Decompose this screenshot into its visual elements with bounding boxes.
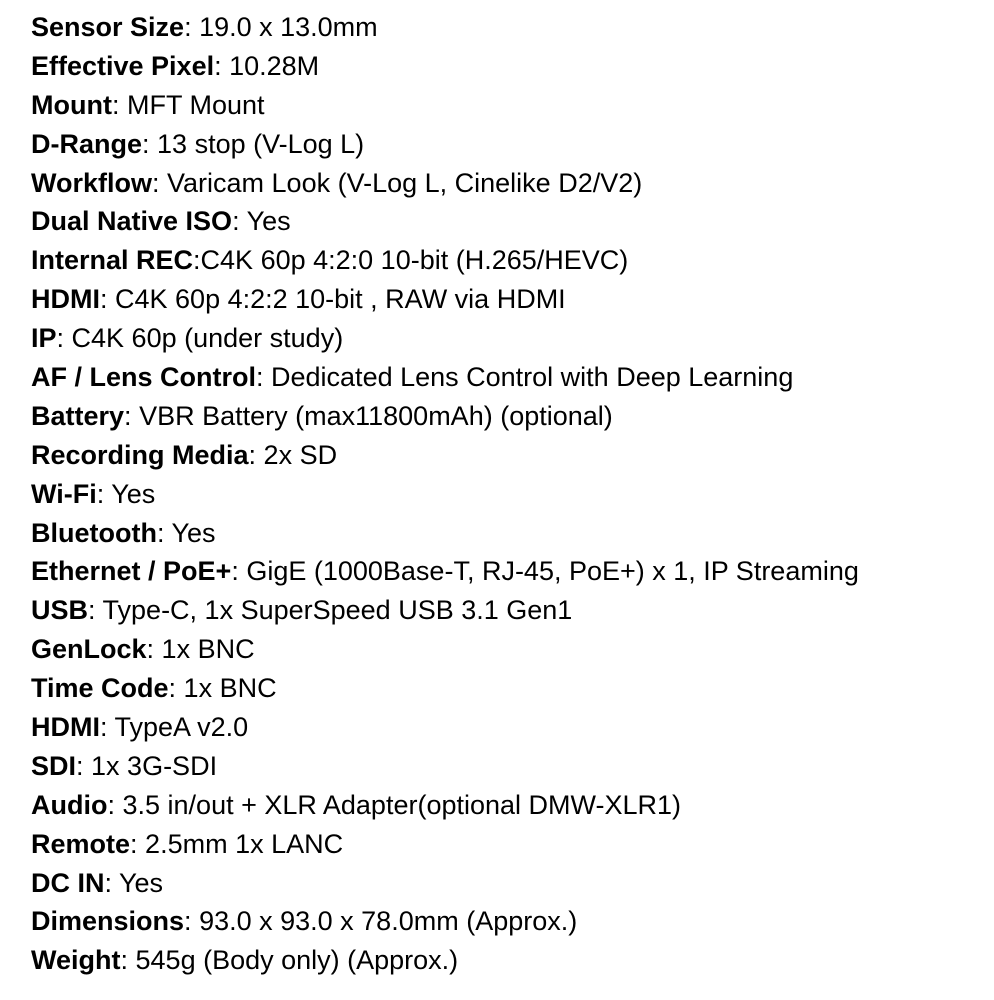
spec-label: IP: [31, 323, 57, 354]
spec-row-audio: [31, 786, 981, 825]
spec-row-ip: [31, 319, 981, 358]
spec-list: [31, 8, 981, 980]
spec-label: Audio: [31, 789, 108, 820]
spec-row-bluetooth: [31, 514, 981, 553]
spec-separator: :: [130, 828, 146, 859]
spec-value: 3.5 in/out + XLR Adapter(optional DMW-XLR1): [122, 789, 682, 820]
spec-row-hdmi-port: [31, 708, 981, 747]
spec-value: 93.0 x 93.0 x 78.0mm (Approx.): [199, 906, 578, 937]
spec-value: 2x SD: [263, 439, 338, 470]
spec-label: D-Range: [31, 128, 143, 159]
spec-row-ethernet-poe: [31, 552, 981, 591]
spec-value: Yes: [111, 478, 156, 509]
spec-separator: :: [104, 867, 120, 898]
spec-row-internal-rec: [31, 241, 981, 280]
spec-label: USB: [31, 595, 89, 626]
spec-label: Effective Pixel: [31, 50, 215, 81]
spec-separator: :: [96, 478, 112, 509]
spec-value: 1x 3G-SDI: [91, 750, 218, 781]
spec-value: 545g (Body only) (Approx.): [135, 945, 459, 976]
spec-label: SDI: [31, 750, 77, 781]
spec-row-workflow: [31, 164, 981, 203]
spec-value: C4K 60p (under study): [71, 323, 344, 354]
spec-label: HDMI: [31, 284, 100, 315]
spec-value: C4K 60p 4:2:0 10-bit (H.265/HEVC): [200, 245, 629, 276]
spec-value: 1x BNC: [183, 673, 277, 704]
spec-value: GigE (1000Base-T, RJ-45, PoE+) x 1, IP Streaming: [246, 556, 859, 587]
spec-label: AF / Lens Control: [31, 362, 256, 393]
spec-value: C4K 60p 4:2:2 10-bit , RAW via HDMI: [115, 284, 566, 315]
spec-separator: :: [232, 206, 247, 237]
spec-row-usb: [31, 591, 981, 630]
spec-separator: :: [214, 50, 230, 81]
spec-row-dual-native-iso: [31, 202, 981, 241]
spec-separator: :: [56, 323, 72, 354]
spec-label: Bluetooth: [31, 517, 157, 548]
spec-separator: :: [168, 673, 184, 704]
spec-separator: :: [76, 750, 92, 781]
spec-label: Sensor Size: [31, 12, 185, 42]
spec-separator: :: [152, 167, 168, 198]
spec-row-weight: [31, 941, 981, 980]
spec-separator: :: [156, 517, 172, 548]
spec-row-wi-fi: [31, 475, 981, 514]
spec-separator: :: [146, 634, 162, 665]
spec-separator: :: [231, 556, 247, 587]
spec-value: 19.0 x 13.0mm: [199, 12, 378, 42]
spec-value: Yes: [171, 517, 216, 548]
spec-separator: :: [184, 12, 200, 42]
spec-value: 2.5mm 1x LANC: [145, 828, 344, 859]
spec-row-battery: [31, 397, 981, 436]
spec-row-effective-pixel: [31, 47, 981, 86]
spec-value: Yes: [119, 867, 164, 898]
spec-value: 1x BNC: [161, 634, 255, 665]
spec-separator: :: [100, 712, 115, 743]
spec-separator: :: [248, 439, 264, 470]
spec-row-hdmi-output: [31, 280, 981, 319]
spec-label: HDMI: [31, 712, 100, 743]
spec-value: MFT Mount: [126, 89, 265, 120]
spec-value: VBR Battery (max11800mAh) (optional): [139, 400, 613, 431]
spec-label: Dual Native ISO: [31, 206, 233, 237]
spec-label: Recording Media: [31, 439, 249, 470]
spec-value: 13 stop (V-Log L): [157, 128, 365, 159]
spec-value: TypeA v2.0: [114, 712, 249, 743]
spec-separator: :: [120, 945, 136, 976]
spec-label: Workflow: [31, 167, 152, 198]
spec-row-dc-in: [31, 864, 981, 903]
spec-row-remote: [31, 825, 981, 864]
spec-label: Mount: [31, 89, 112, 120]
spec-value: 10.28M: [229, 50, 320, 81]
spec-separator: :: [256, 362, 272, 393]
spec-separator: :: [193, 245, 201, 276]
spec-separator: :: [142, 128, 158, 159]
spec-value: Yes: [246, 206, 291, 237]
spec-label: Ethernet / PoE+: [31, 556, 232, 587]
spec-separator: :: [184, 906, 200, 937]
spec-label: Weight: [31, 945, 121, 976]
spec-row-dimensions: [31, 902, 981, 941]
spec-label: Wi-Fi: [31, 478, 97, 509]
spec-label: Internal REC: [31, 245, 194, 276]
spec-value: Varicam Look (V-Log L, Cinelike D2/V2): [167, 167, 643, 198]
spec-row-recording-media: [31, 436, 981, 475]
spec-separator: :: [107, 789, 123, 820]
spec-value: Type-C, 1x SuperSpeed USB 3.1 Gen1: [102, 595, 573, 626]
spec-row-sdi: [31, 747, 981, 786]
spec-row-af-lens-control: [31, 358, 981, 397]
spec-row-mount: [31, 86, 981, 125]
spec-separator: :: [100, 284, 116, 315]
spec-row-sensor-size: [31, 8, 981, 47]
spec-label: GenLock: [31, 634, 147, 665]
spec-label: Time Code: [31, 673, 169, 704]
spec-row-genlock: [31, 630, 981, 669]
spec-separator: :: [111, 89, 127, 120]
spec-label: Battery: [31, 400, 125, 431]
spec-label: DC IN: [31, 867, 105, 898]
spec-row-time-code: [31, 669, 981, 708]
spec-label: Dimensions: [31, 906, 185, 937]
spec-separator: :: [88, 595, 103, 626]
spec-separator: :: [124, 400, 140, 431]
spec-row-d-range: [31, 125, 981, 164]
spec-label: Remote: [31, 828, 131, 859]
spec-value: Dedicated Lens Control with Deep Learning: [271, 362, 794, 393]
